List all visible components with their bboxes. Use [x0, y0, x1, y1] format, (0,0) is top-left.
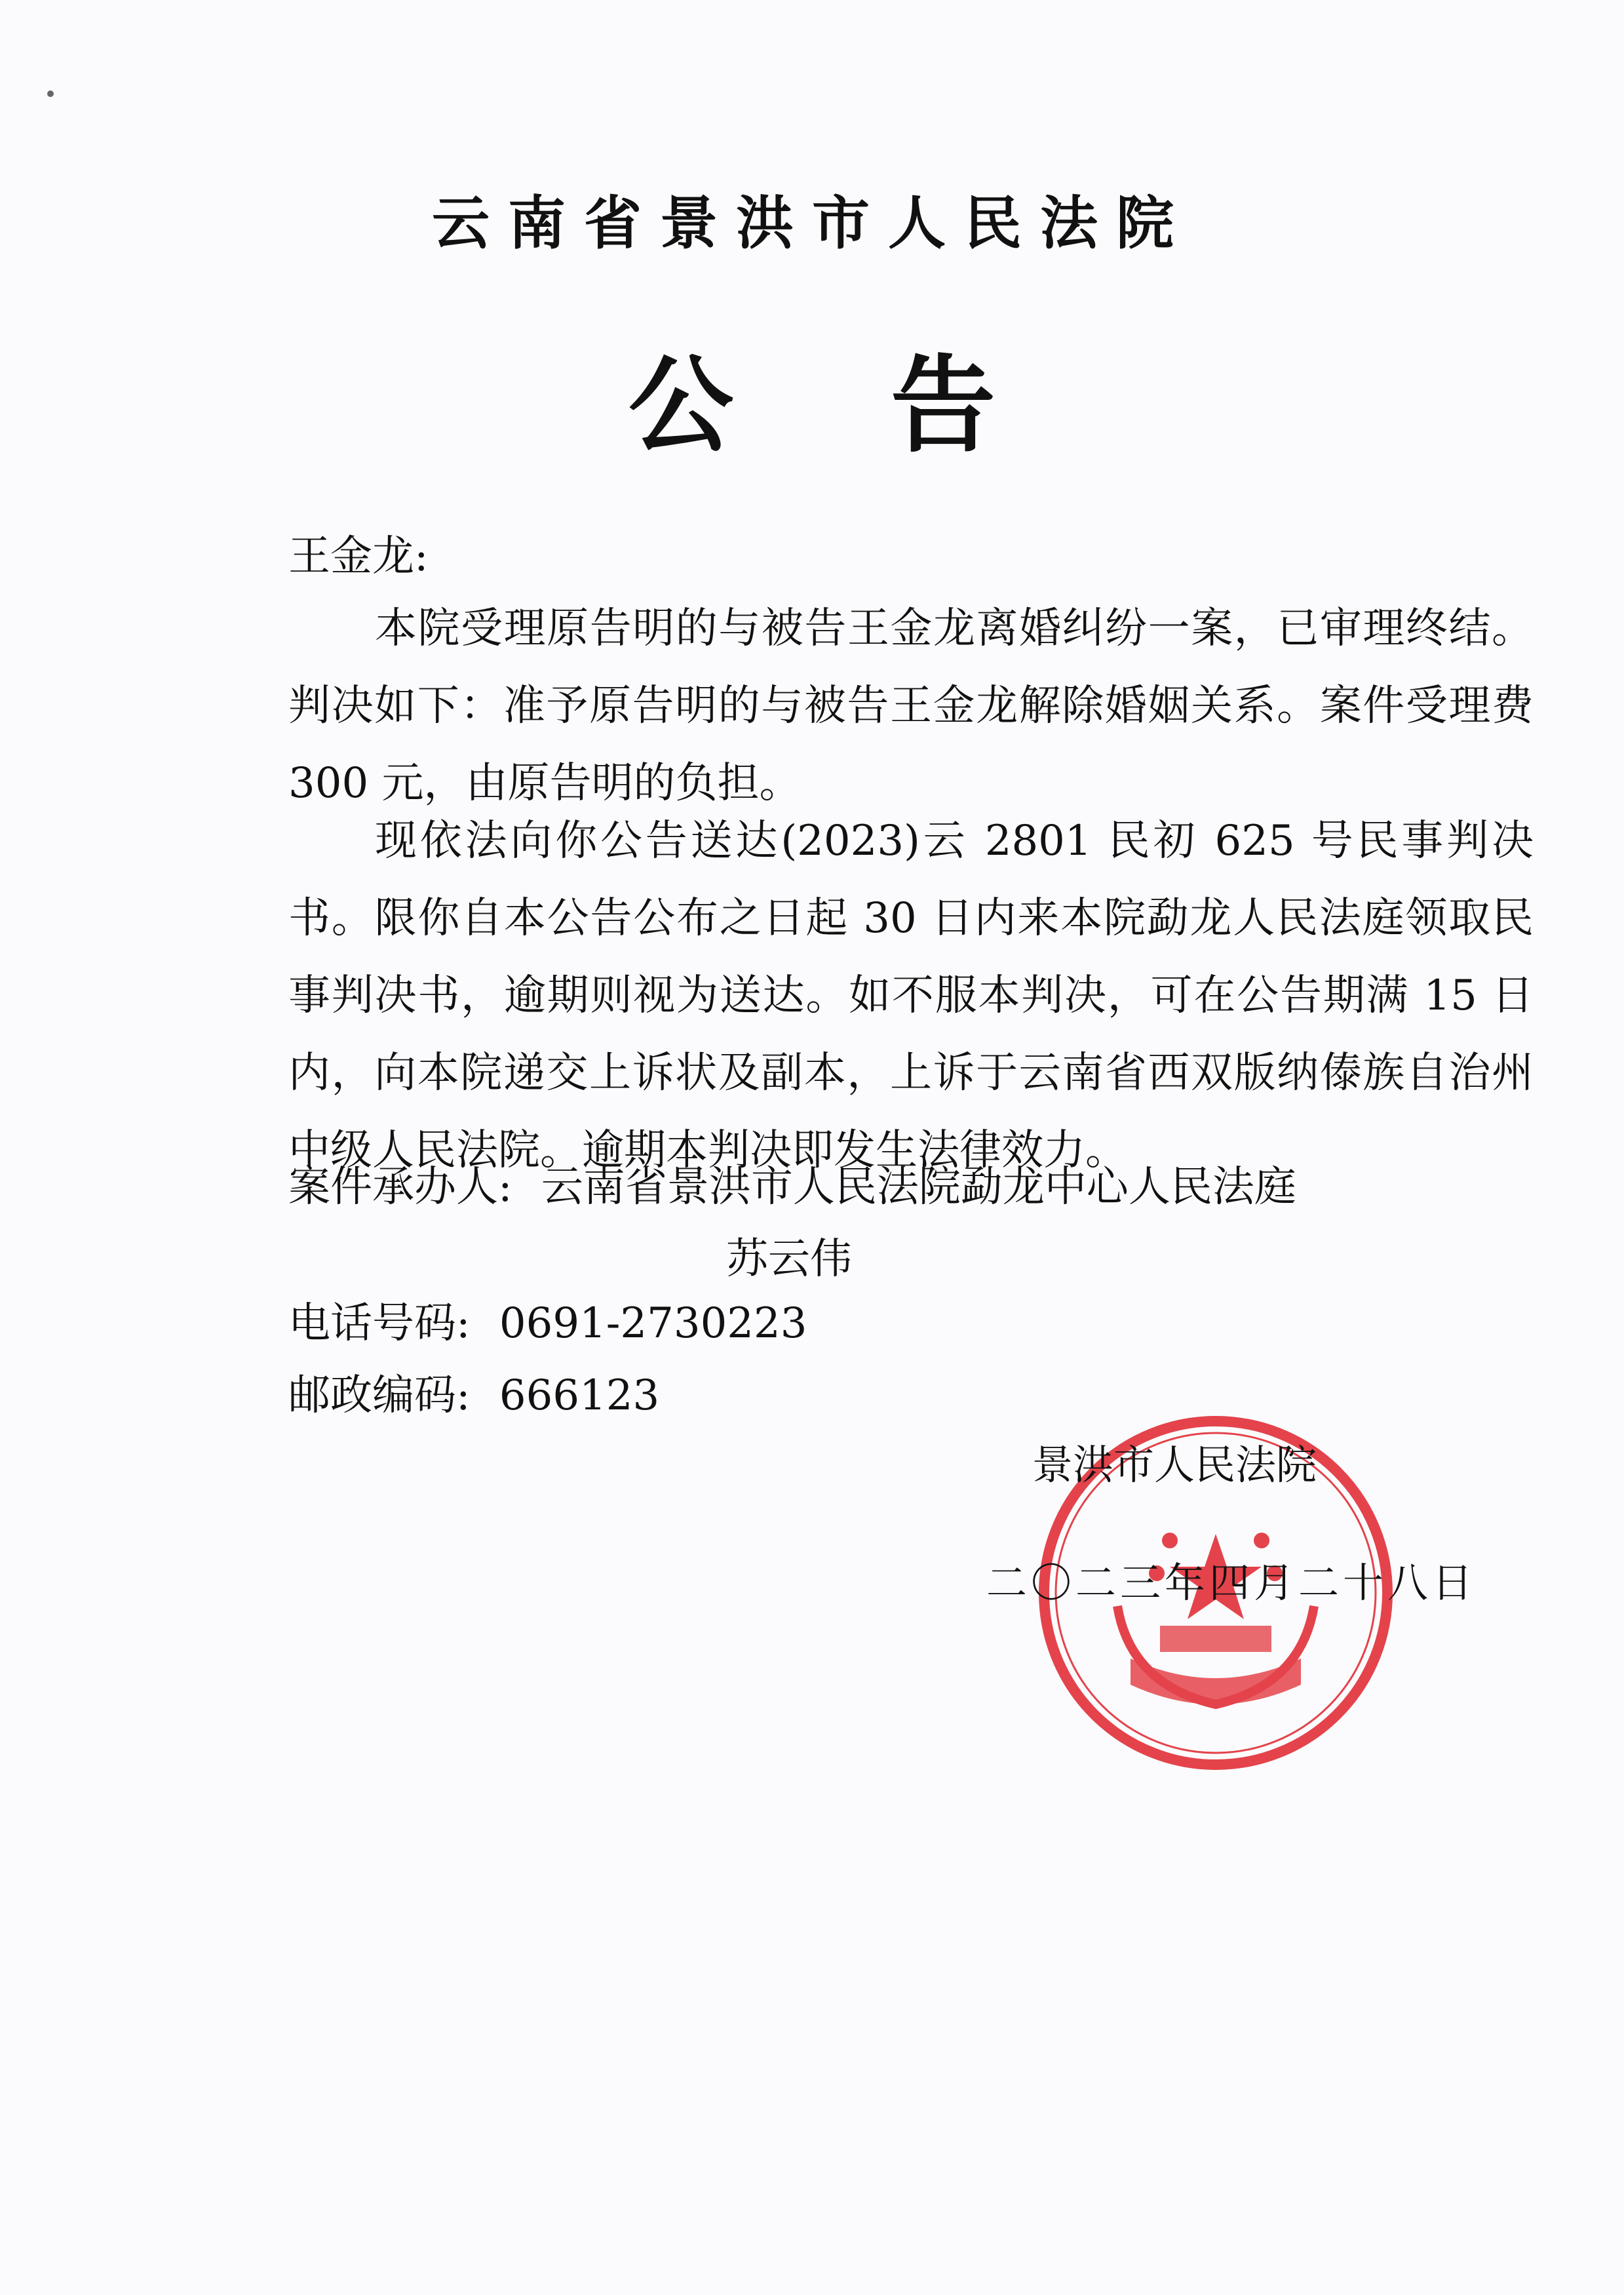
judgment-paragraph	[288, 590, 1534, 822]
case-handler	[288, 1148, 1296, 1226]
postal-line	[288, 1357, 659, 1434]
postal-code: 666123	[499, 1371, 660, 1420]
notice-title: 公告	[628, 343, 1153, 467]
service-paragraph-text: 现依法向你公告送达(2023)云 2801 民初 625 号民事判决书。限你自本公告公布之日起 30 日内来本院勐龙人民法庭领取民事判决书，逾期则视为送达。如不服本判决，可在公告期满 15 日内，向本院递交上诉状及副本，上诉于云南省西双版纳傣族自治州中级人民法院。逾期本判决即发生法律效力。	[288, 817, 1534, 1175]
service-paragraph	[288, 802, 1534, 1189]
handler-label: 案件承办人:	[288, 1163, 512, 1211]
judgment-paragraph-text: 本院受理原告明的与被告王金龙离婚纠纷一案，已审理终结。判决如下：准予原告明的与被告王金龙解除婚姻关系。案件受理费 300 元，由原告明的负担。	[288, 604, 1534, 808]
phone-label: 电话号码:	[288, 1299, 471, 1348]
handler-name: 苏云伟	[726, 1235, 852, 1284]
scan-speck	[47, 90, 54, 97]
court-name-heading: 云南省景洪市人民法院	[431, 189, 1192, 257]
phone-line	[288, 1285, 807, 1362]
postal-label: 邮政编码:	[288, 1371, 471, 1420]
addressee: 王金龙:	[288, 532, 429, 581]
handler-org: 云南省景洪市人民法院勐龙中心人民法庭	[541, 1163, 1296, 1211]
phone-number: 0691-2730223	[499, 1299, 807, 1348]
signing-court: 景洪市人民法院	[1032, 1441, 1317, 1489]
signing-date: 二〇二三年四月二十八日	[986, 1559, 1477, 1607]
